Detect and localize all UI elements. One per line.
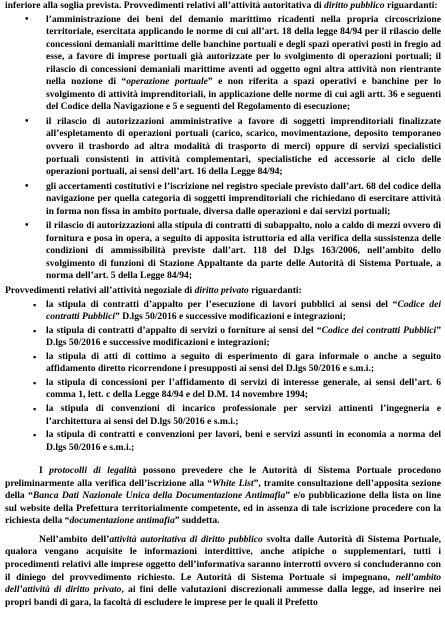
intro-text-end: riguardanti: bbox=[384, 0, 438, 11]
item-italic: Codice dei contratti Pubblici bbox=[46, 298, 441, 323]
para-text: , ai fini delle valutazioni discrezionali ammesse dalla legge, ad inserire nei propri bandi di gara, la facoltà di escludere le imprese per le quali il Prefetto bbox=[5, 584, 442, 608]
legality-protocols-paragraph bbox=[5, 465, 441, 528]
item-text: la stipula di convenzioni di incarico professionale per servizi attinenti l’ingegneria e l’architettura ai sensi del D.lgs 50/2016 e s.m.i.; bbox=[46, 402, 441, 427]
para-italic: Banca Dati Nazionale Unica della Documentazione Antimafia bbox=[32, 490, 286, 502]
para-text: svolta dalle Autorità di Sistema Portuale, qualora vengano acquisite le informazioni interdittive, anche atipiche o supplementari, tutti i procedimenti relativi alle imprese oggetto dell’informativa saranno interrotti ovvero si concluderanno con il diniego del provvedimento richiesto. Le Autorità di Sistema Portuale si impegnano, bbox=[5, 533, 442, 583]
spacer bbox=[5, 455, 441, 465]
list-item bbox=[5, 403, 441, 428]
item-italic: operazione portuale bbox=[126, 76, 208, 88]
list-item bbox=[5, 299, 441, 324]
square-bullet-icon: ▪ bbox=[33, 325, 37, 336]
square-bullet-icon: ▪ bbox=[33, 299, 37, 310]
list-item bbox=[5, 351, 441, 376]
para-italic: White List bbox=[212, 477, 254, 489]
list-item bbox=[5, 181, 441, 219]
interdiction-paragraph bbox=[5, 534, 441, 609]
item-text: la stipula di contratti d’appalto di servizi o forniture ai sensi del “ bbox=[46, 324, 322, 336]
para-italic: documentazione antimafia bbox=[69, 515, 175, 527]
item-text: gli accertamenti costitutivi e l’iscrizione nel registro speciale previsto dall’art. 68 del codice della navigazione per quella categoria di soggetti imprenditoriali che richiedano di esercitare attività in forma non fissa in ambito portuale, diversa dalle operazioni e dai servizi portuali; bbox=[46, 180, 441, 217]
list-item bbox=[5, 429, 441, 454]
bullet-icon: • bbox=[25, 115, 29, 127]
para-italic: attività autoritativa di diritto pubblico bbox=[109, 533, 263, 545]
para-text: Nell’ambito dell’ bbox=[39, 533, 110, 545]
intro-italic: diritto pubblico bbox=[324, 0, 385, 11]
list-item bbox=[5, 220, 441, 283]
para-text: possono prevedere che le Autorità di Sistema Portuale procedono preliminarmente alla verifica dell’iscrizione alla “ bbox=[5, 465, 441, 489]
intro-text: inferiore alla soglia prevista. Provvedimenti relativi all’attività autoritativa di bbox=[5, 0, 325, 11]
bullet-icon: • bbox=[25, 180, 29, 192]
square-bullet-icon: ▪ bbox=[33, 430, 37, 441]
bullet-icon: • bbox=[25, 220, 29, 232]
heading-text-end: riguardanti: bbox=[248, 285, 302, 297]
heading-text: Provvedimenti relativi all’attività negoziale di bbox=[5, 285, 195, 297]
item-italic: Codice dei contratti Pubblici bbox=[321, 324, 437, 336]
square-bullet-icon: ▪ bbox=[33, 403, 37, 414]
item-text: il rilascio di autorizzazioni amministrative a favore di soggetti imprenditoriali finalizzate all’espletamento di operazioni portuali (carico, scarico, movimentazione, deposito temporaneo ovvero il trasbordo ad altra modalità di trasporto di merci) oppure di servizi specialistici portuali consistenti in attività complementari, specialistiche ed accessorie al ciclo delle operazioni portuali, ai sensi dell’art. 16 della Legge 84/94; bbox=[46, 115, 441, 178]
para-text: ” suddetta. bbox=[174, 515, 220, 527]
intro-paragraph bbox=[5, 0, 441, 13]
bullet-icon: • bbox=[25, 13, 29, 25]
heading-italic: diritto privato bbox=[194, 285, 249, 297]
private-law-list bbox=[5, 299, 441, 455]
para-text: I bbox=[39, 465, 50, 477]
square-bullet-icon: ▪ bbox=[33, 377, 37, 388]
list-item bbox=[5, 377, 441, 402]
list-item bbox=[5, 325, 441, 350]
square-bullet-icon: ▪ bbox=[33, 351, 37, 362]
para-text: ”, tramite consultazione dell’apposita sezione della “ bbox=[5, 477, 441, 502]
item-text-end: ” e non riferita a spazi operativi e banchine per lo svolgimento di attività imprenditoriali, in applicazione delle norme di cui agli artt. 36 e seguenti del Codice della Navigazione e 5 e seguenti del Regolamento di esecuzione; bbox=[46, 76, 441, 113]
item-text-end: ” D.lgs 50/2016 e successive modificazioni e integrazioni; bbox=[46, 324, 441, 349]
item-text: la stipula di contratti e convenzioni per lavori, beni e servizi assunti in economia a norma del D.lgs 50/2016 e s.m.i.; bbox=[46, 429, 441, 453]
item-text: l’amministrazione dei beni del demanio marittimo ricadenti nella propria circoscrizione territoriale, esercitata applicando le norme di cui all’art. 18 della legge 84/94 per il rilascio delle concessioni demaniali marittime delle banchine portuali e degli spazi operativi posti in fregio ad esse, a favore di imprese portuali già autorizzate per lo svolgimento di operazioni portuali; il rilascio di concessioni demaniali marittime aventi ad oggetto ogni altra attività non rientrante nella nozione di “ bbox=[46, 13, 441, 88]
item-text-end: ” D.lgs 50/2016 e successive modificazioni e integrazioni; bbox=[115, 311, 346, 323]
para-italic: protocolli di legalità bbox=[49, 465, 137, 477]
private-law-heading bbox=[5, 285, 441, 298]
para-text: ” e/o pubblicazione della lista on line sul website della Prefettura territorialmente competente, ed in assenza di tale iscrizione procedere con la richiesta della “ bbox=[5, 490, 441, 527]
para-italic: nell’ambito dell’attività di diritto privato bbox=[5, 571, 441, 596]
public-law-list bbox=[5, 14, 441, 283]
list-item bbox=[5, 116, 441, 179]
item-text: la stipula di concessioni per l’affidamento di servizi di interesse generale, ai sensi dell’art. 6 comma 1, lett. c della Legge 84/94 e del D.M. 14 novembre 1994; bbox=[46, 376, 441, 401]
item-text: il rilascio di autorizzazioni alla stipula di contratti di subappalto, nolo a caldo di mezzi ovvero di fornitura e posa in opera, a seguito di apposita istruttoria ed alla verifica della sussistenza delle condizioni di ammissibilità previste dall’art. 118 del D.lgs 163/2006, nell’ambito dello svolgimento di funzioni di Stazione Appaltante da parte delle Autorità di Sistema Portuale, a norma dell’art. 5 della Legge 84/94; bbox=[46, 220, 441, 282]
document-page bbox=[5, 0, 441, 609]
list-item bbox=[5, 14, 441, 114]
item-text: la stipula di contratti d’appalto per l’esecuzione di lavori pubblici ai sensi del “ bbox=[46, 298, 398, 310]
item-text: la stipula di atti di cottimo a seguito di esperimento di gara informale o anche a seguito affidamento diretto ricorrendone i presupposti ai sensi del D.lgs 50/2016 e s.m.i.; bbox=[46, 350, 441, 375]
